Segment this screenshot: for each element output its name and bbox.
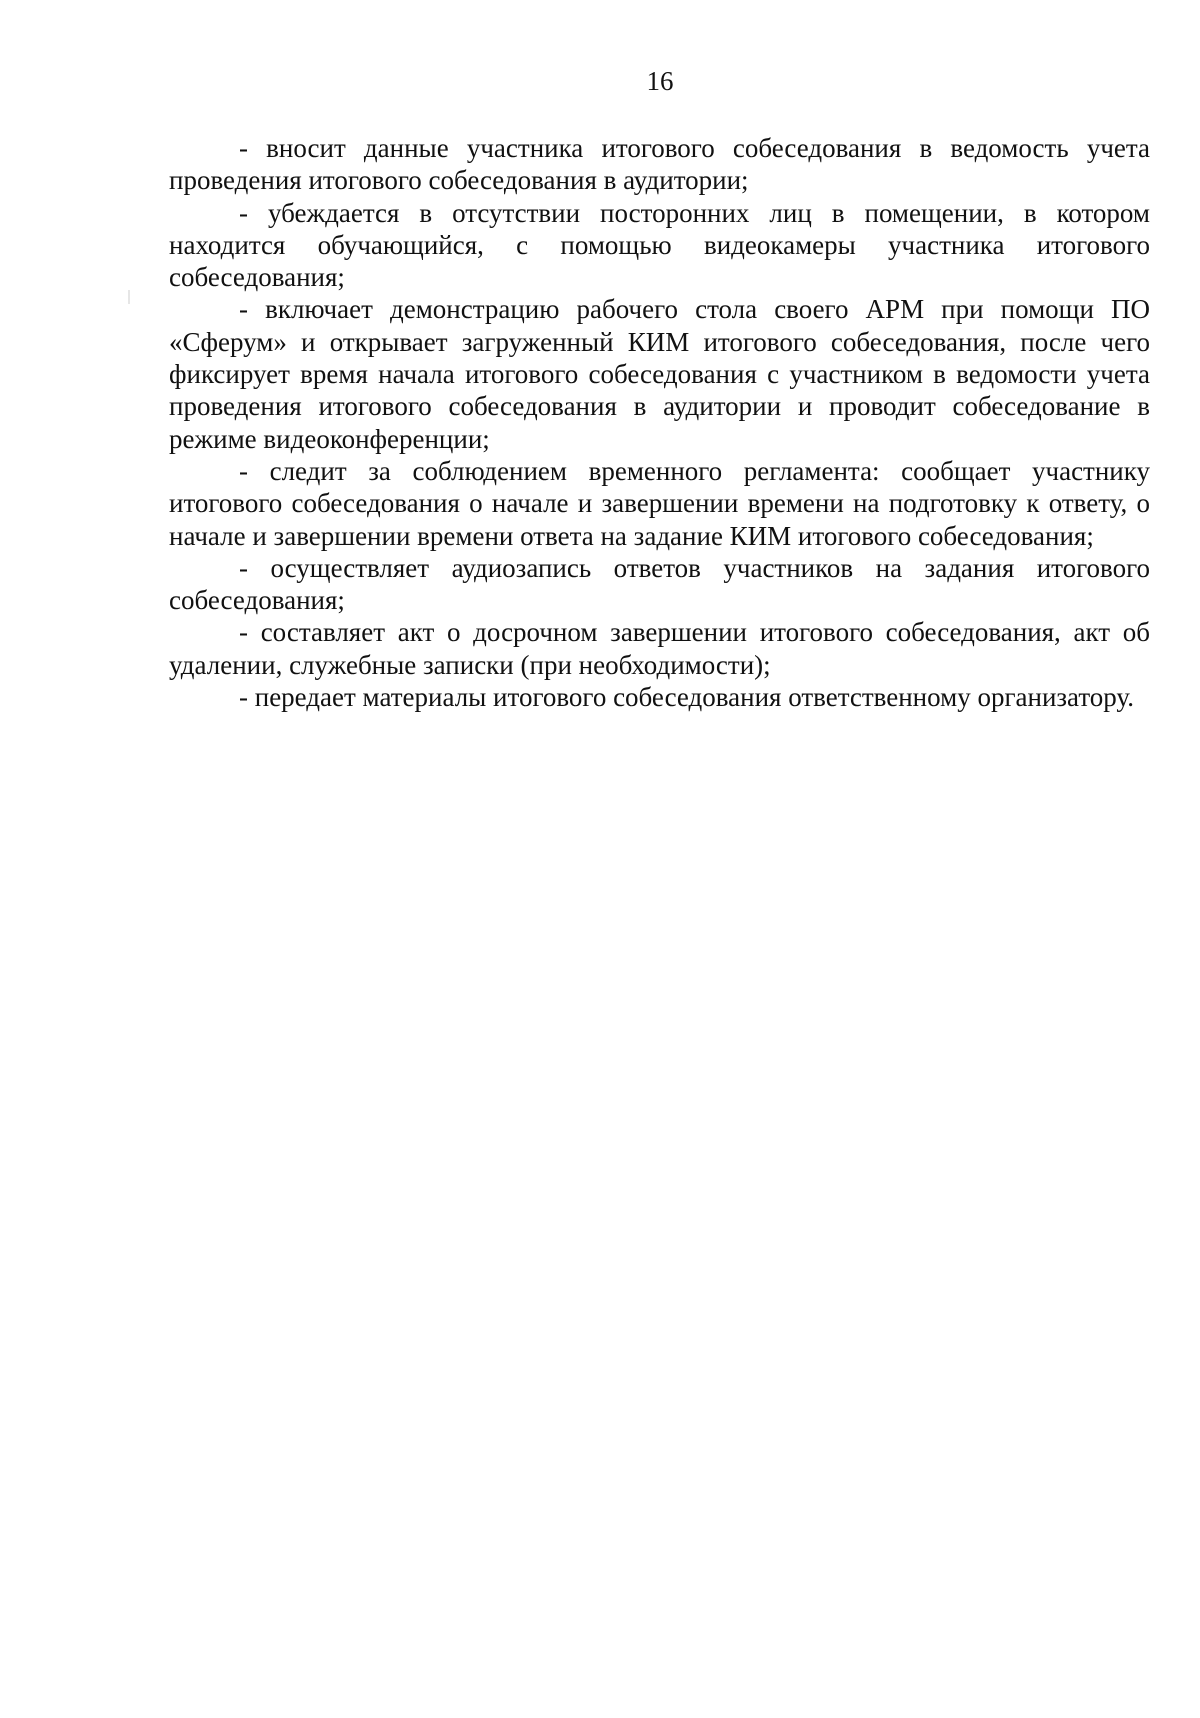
paragraph-draw-up-acts: - составляет акт о досрочном завершении итогового собеседования, акт об удалении, служебные записки (при необходимости); bbox=[169, 617, 1150, 680]
scan-artifact bbox=[128, 290, 130, 304]
paragraph-check-room: - убеждается в отсутствии посторонних лиц в помещении, в котором находится обучающийся, с помощью видеокамеры участника итогового собеседования; bbox=[169, 197, 1150, 293]
paragraph-screen-demonstration: - включает демонстрацию рабочего стола своего АРМ при помощи ПО «Сферум» и открывает загруженный КИМ итогового собеседования, после чего фиксирует время начала итогового собеседования с участником в ведомости учета проведения итогового собеседования в аудитории и проводит собеседование в режиме видеоконференции; bbox=[169, 294, 1150, 454]
paragraph-audio-recording: - осуществляет аудиозапись ответов участников на задания итогового собеседования; bbox=[169, 552, 1150, 616]
page-number: 16 bbox=[646, 66, 674, 96]
paragraph-time-regulation: - следит за соблюдением временного регламента: сообщает участнику итогового собеседования о начале и завершении времени на подготовку к ответу, о начале и завершении времени ответа на задание КИМ итогового собеседования; bbox=[169, 455, 1150, 551]
paragraph-hand-over-materials: - передает материалы итогового собеседования ответственному организатору. bbox=[239, 682, 1134, 713]
paragraph-enter-participant-data: - вносит данные участника итогового собеседования в ведомость учета проведения итогового собеседования в аудитории; bbox=[169, 133, 1150, 196]
document-body bbox=[169, 132, 1150, 713]
